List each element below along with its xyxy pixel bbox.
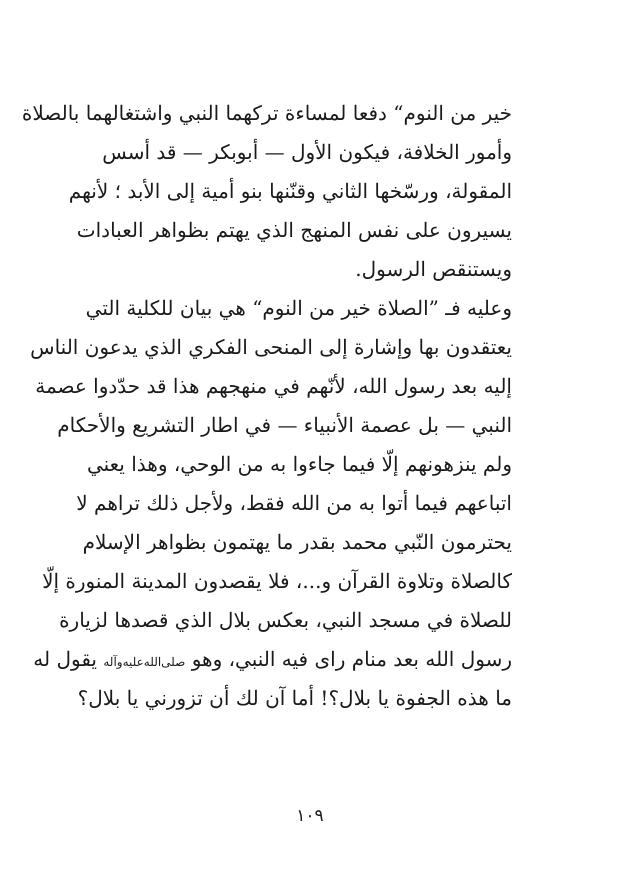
text-line: كالصلاة وتلاوة القرآن و...، فلا يقصدون المدينة المنورة إلّا — [42, 569, 512, 593]
text-line: ما هذه الجفوة يا بلال؟! أما آن لك أن تزورني يا بلال؟ — [77, 686, 512, 710]
text-line: المقولة، ورسّخها الثاني وقنّنها بنو أمية إلى الأبد ؛ لأنهم — [68, 179, 512, 203]
text-segment: رسول الله بعد منام راى فيه النبي، وهو — [191, 647, 512, 671]
text-line: وأمور الخلافة، فيكون الأول — أبوبكر — قد أسس — [102, 140, 512, 164]
text-segment: يقول له — [33, 647, 98, 671]
text-line-indented: وعليه فـ ”الصلاة خير من النوم“ هي بيان للكلية التي — [85, 296, 512, 320]
text-line: يحترمون النّبي محمد بقدر ما يهتمون بظواهر الإسلام — [82, 530, 512, 554]
text-line: اتباعهم فيما أتوا به من الله فقط، ولأجل ذلك تراهم لا — [76, 491, 512, 515]
honorific-salutation: صلى‌الله‌عليه‌وآله — [103, 655, 186, 669]
text-line: خير من النوم“ دفعا لمساءة تركهما النبي واشتغالهما بالصلاة — [21, 101, 512, 125]
page-number: ١٠٩ — [296, 806, 324, 826]
text-line: إليه بعد رسول الله، لأنّهم في منهجهم هذا قد حدّدوا عصمة — [35, 374, 512, 398]
text-line: للصلاة في مسجد النبي، بعكس بلال الذي قصدها لزيارة — [59, 608, 512, 632]
text-line-with-honorific — [33, 642, 512, 676]
text-line: ولم ينزهونهم إلّا فيما جاءوا به من الوحي، وهذا يعني — [86, 452, 512, 476]
text-line: يسيرون على نفس المنهج الذي يهتم بظواهر العبادات — [76, 218, 512, 242]
text-line: يعتقدون بها وإشارة إلى المنحى الفكري الذي يدعون الناس — [30, 335, 512, 359]
text-line: ويستنقص الرسول. — [355, 257, 512, 281]
text-line: النبي — بل عصمة الأنبياء — في اطار التشريع والأحكام — [57, 413, 512, 437]
